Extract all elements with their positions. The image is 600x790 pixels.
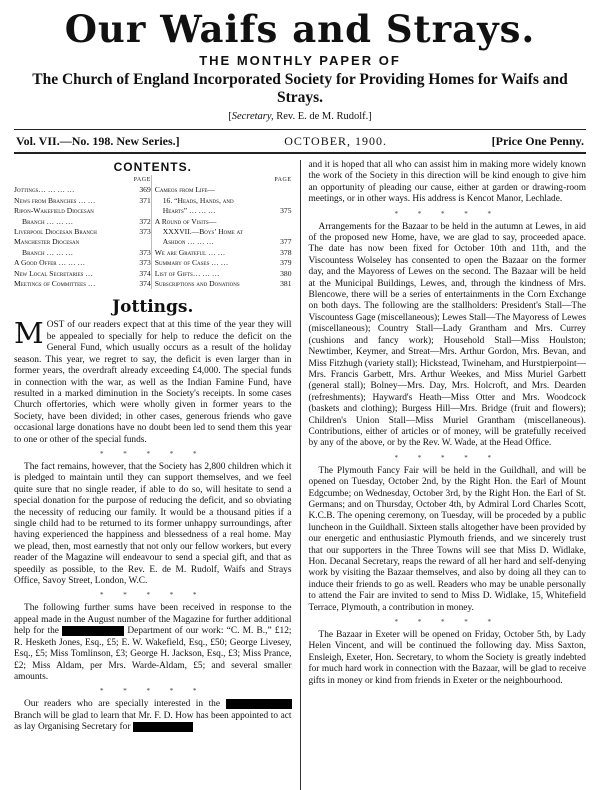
contents-page-label: PAGE <box>274 177 292 183</box>
contents-entry-page: 369 <box>139 185 151 195</box>
p3-text: The following further sums have been received in response to the appeal made in the August number of the Magazine for further additional help for the <box>14 603 292 637</box>
contents-entry <box>14 237 151 247</box>
contents-entry-label: Manchester Diocesan <box>14 237 80 247</box>
contents-entry-label: Subscriptions and Donations <box>154 279 240 289</box>
contents-entry <box>14 248 151 258</box>
contents-table <box>14 175 292 289</box>
masthead-title: Our Waifs and Strays. <box>64 7 536 51</box>
contents-entry-page: 374 <box>139 268 151 278</box>
issue-date: OCTOBER, 1900. <box>284 134 388 148</box>
issue-price: [Price One Penny. <box>491 134 584 148</box>
contents-entry-label: Jottings… … … … <box>14 185 75 195</box>
contents-entry-page: 381 <box>280 279 292 289</box>
contents-entry <box>155 227 292 237</box>
contents-entry-label: Summary of Cases … … <box>154 258 229 268</box>
separator: * * * * * <box>394 453 500 462</box>
redaction-bar <box>226 699 292 709</box>
contents-entry-label: A Good Offer … … … <box>14 258 86 268</box>
right-paragraph-3: The Plymouth Fancy Fair will be held in the Guildhall, and will be opened on Tuesday, October 2nd, by the Right Hon. the Earl of Mount Edgcumbe; on Wednesday, October 3rd, by the Right Hon. the Earl of St. Germans; and on Thursday, October 4th, by Admiral Lord Charles Scott, K.C.B. The opening ceremony, on Tuesday, will be proceded by a public luncheon in the Guildhall. Sixteen stalls altogether have been provided by our energetic and enthusiastic Plymouth friends, and we sincerely trust that our supporters in the Three Towns will see that Miss D. Widlake, Hon. Decanal Secretary, reaps the reward of all her hard and self-denying work by visiting the Bazaar themselves, and also by doing all they can to induce their friends to go as well. Readers who may be unable personally to attend the Fair are invited to send to Miss D. Widlake, 15, Whitefield Terrace, Plymouth, a contribution in money. <box>308 465 586 613</box>
masthead-subtitle: THE MONTHLY PAPER OF <box>199 53 401 68</box>
contents-entry-label: Cameos from Life— <box>154 185 216 195</box>
separator: * * * * * <box>100 591 206 600</box>
contents-entry <box>14 196 151 206</box>
jottings-paragraph-3 <box>14 603 292 683</box>
contents-entry <box>14 185 151 195</box>
issue-volume: Vol. VII.—No. 198. New Series.] <box>16 134 180 148</box>
contents-left <box>14 175 151 289</box>
separator: * * * * * <box>100 687 206 696</box>
contents-entry-label: News from Branches … … <box>14 195 96 205</box>
p4-text: Our readers who are specially interested in the <box>24 699 221 710</box>
contents-entry-page: 373 <box>139 247 151 257</box>
contents-entry <box>14 258 151 268</box>
left-column <box>14 160 300 790</box>
separator: * * * * * <box>394 209 500 218</box>
contents-entry-page: 375 <box>280 206 292 216</box>
right-paragraph-2: Arrangements for the Bazaar to be held in the autumn at Lewes, in aid of the proposed new Home, have, we are glad to say, proceeded apace. The date has now been fixed for October 10th and 11th, and the Viscountess Wolseley has consented to open the Bazaar on the former day, and the Mayoress of Lewes on the second. The Bazaar will be held at the Municipal Buildings, Lewes, and, through the kindness of Mrs. Blencowe, there will be a series of entertainments in the Corn Exchange on both days. The following are the stallholders: President's Stall—The Viscountess Gage (miscellaneous); Lewes Stall—The Mayoress of Lewes (miscellaneous); Country Stall—Lady Grantham and Mrs. Currey (cushions and fancy work); Household Stall—Miss Houlston; Newtimber, Keymer, and Streat—Mrs. Arthur Gordon, Mrs. Bevan, and Miss Fitzhugh (variety stall); Hickstead, Twineham, and Hurstpierpoint—Mrs. Francis Garbett, Mrs. Arthur Weekes, and Miss Muriel Garbett (general stall); Bolney—Mrs. Day, Mrs. Holcroft, and Mrs. Dearden (refreshments); Hayward's Heath—Miss Otter and Mrs. Woodcock (baskets and clothing); Burgess Hill—Mrs. Bridge (fruit and flowers); Children's Union Stall—Miss Muriel Grantham (miscellaneous). Contributions, either of articles or of money, will be gratefully received by any of the above, or by the Rev. W. Wade, at the Head Office. <box>308 221 586 449</box>
contents-entry-label: XXXVII.—Boys’ Home at <box>162 227 243 237</box>
society-name: The Church of England Incorporated Society for Providing Homes for Waifs and Strays. <box>32 71 568 106</box>
contents-entry-label: Ashdon … … … <box>162 237 214 247</box>
drop-cap: M <box>14 316 44 351</box>
contents-entry <box>14 269 151 279</box>
secretary-name: Rev. E. de M. Rudolf.] <box>276 111 372 122</box>
contents-entry-page: 374 <box>139 279 151 289</box>
contents-page-label: PAGE <box>133 177 151 183</box>
contents-entry-page: 380 <box>280 268 292 278</box>
contents-entry-page: 373 <box>139 227 151 237</box>
contents-entry-label: Branch … … … <box>22 247 74 257</box>
contents-entry-label: New Local Secretaries … <box>14 268 93 278</box>
contents-entry-label: Hearts” … … … <box>162 206 216 216</box>
right-column <box>301 160 587 790</box>
contents-entry <box>155 269 292 279</box>
contents-right <box>151 175 292 289</box>
contents-entry-page: 377 <box>280 237 292 247</box>
contents-entry <box>155 185 292 195</box>
contents-entry <box>14 279 151 289</box>
contents-entry <box>14 206 151 216</box>
right-paragraph-4: The Bazaar in Exeter will be opened on Friday, October 5th, by Lady Helen Vincent, and will be continued the following day. Miss Saxton, Ensleigh, Exeter, Hon. Secretary, to whom the Society is greatly indebted for much hard work in connection with the Bazaar, will be glad to receive gifts in money or kind from friends in Exeter or the neighbourhood. <box>308 630 586 686</box>
contents-entry-page: 373 <box>139 258 151 268</box>
jottings-title: Jottings. <box>112 297 194 318</box>
contents-entry <box>155 237 292 247</box>
contents-entry-label: Branch … … … <box>22 216 74 226</box>
contents-entry-label: A Round of Visits— <box>154 216 217 226</box>
contents-entry-label: Liverpool Diocesan Branch <box>14 227 97 237</box>
p3b-text: Department of our work: “C. M. B.,” £12; R. Hesketh Jones, Esq., £5; E. W. Wakefield, Esq., £50; George Livesey, Esq., £5; Miss Tomlinson, £3; George H. Jackson, Esq., £3; Miss Prance, £2; Miss Aldam, per Mrs. Warde-Aldam, £5; and several smaller amounts. <box>14 626 292 682</box>
contents-entry-label: 16. “Heads, Hands, and <box>162 195 234 205</box>
contents-entry-page: 372 <box>139 216 151 226</box>
secretary-open: [ <box>228 111 232 122</box>
p4b-text: Branch will be glad to learn that Mr. F. D. How has been appointed to act as lay Organising Secretary for <box>14 710 292 733</box>
contents-entry-page: 379 <box>280 258 292 268</box>
contents-entry <box>155 258 292 268</box>
contents-title: CONTENTS. <box>113 160 192 174</box>
jottings-paragraph-2: The fact remains, however, that the Society has 2,800 children which it is pledged to maintain until they can support themselves, and we feel quite sure that no single reader, if able to do so, will hesitate to send a special donation for the purpose of reducing the deficit, and so obviating the necessity of reducing our family. It would be a thousand pities if a single child had to be returned to its former unhappy surroundings, after having experienced the happiness and blessedness of a real home. May we plead, then, most earnestly that not only our fellow workers, but every reader of the Magazine will endeavour to send a special gift, and that as speedily as possible, to the Rev. E. de M. Rudolf, Waifs and Strays Office, Savoy Street, London, W.C. <box>14 461 292 586</box>
contents-entry <box>155 217 292 227</box>
contents-entry <box>14 217 151 227</box>
contents-entry-page: 378 <box>280 247 292 257</box>
contents-entry-page: 371 <box>139 195 151 205</box>
right-paragraph-1: and it is hoped that all who can assist him in making more widely known the work of the Society in this direction will be kind enough to give him an opportunity of pleading our cause, either at garden or drawing-room meetings, or in other ways. His address is Kencot Manor, Lechlade. <box>308 160 586 205</box>
article-columns <box>14 160 586 790</box>
issue-bar <box>14 130 586 152</box>
redaction-bar <box>62 626 124 636</box>
issue-rule <box>14 152 586 154</box>
jottings-p1-text: OST of our readers expect that at this time of the year they will be appealed to specially for help to reduce the deficit on the General Fund, which usually occurs as a result of the holiday season. This year, we regret to say, the deficit is even larger than in former years, the overdraft already exceeding £4,000. The special funds in connection with the war, as well as the Indian Famine Fund, have resulted in a marked diminution in the Society's receipts. In some cases Church offertories, which were wholly given in former years to the Society, have been divided; in other cases, generous friends who gave occasional large donations have no doubt been led to send them this year to one or other of the special funds. <box>14 320 292 445</box>
contents-entry <box>155 196 292 206</box>
jottings-paragraph-4 <box>14 699 292 734</box>
contents-entry-label: Meetings of Committees … <box>14 279 96 289</box>
contents-entry <box>155 248 292 258</box>
contents-entry-label: We are Grateful … … <box>154 247 226 257</box>
redaction-bar <box>133 722 193 732</box>
contents-entry-label: Ripon-Wakefield Diocesan <box>14 206 94 216</box>
separator: * * * * * <box>100 449 206 458</box>
contents-entry <box>14 227 151 237</box>
secretary-label: Secretary, <box>231 111 274 122</box>
contents-entry-label: List of Gifts… … … <box>154 268 220 278</box>
contents-entry <box>155 279 292 289</box>
contents-entry <box>155 206 292 216</box>
separator: * * * * * <box>394 618 500 627</box>
jottings-paragraph-1 <box>14 316 292 445</box>
secretary-line <box>14 111 586 122</box>
